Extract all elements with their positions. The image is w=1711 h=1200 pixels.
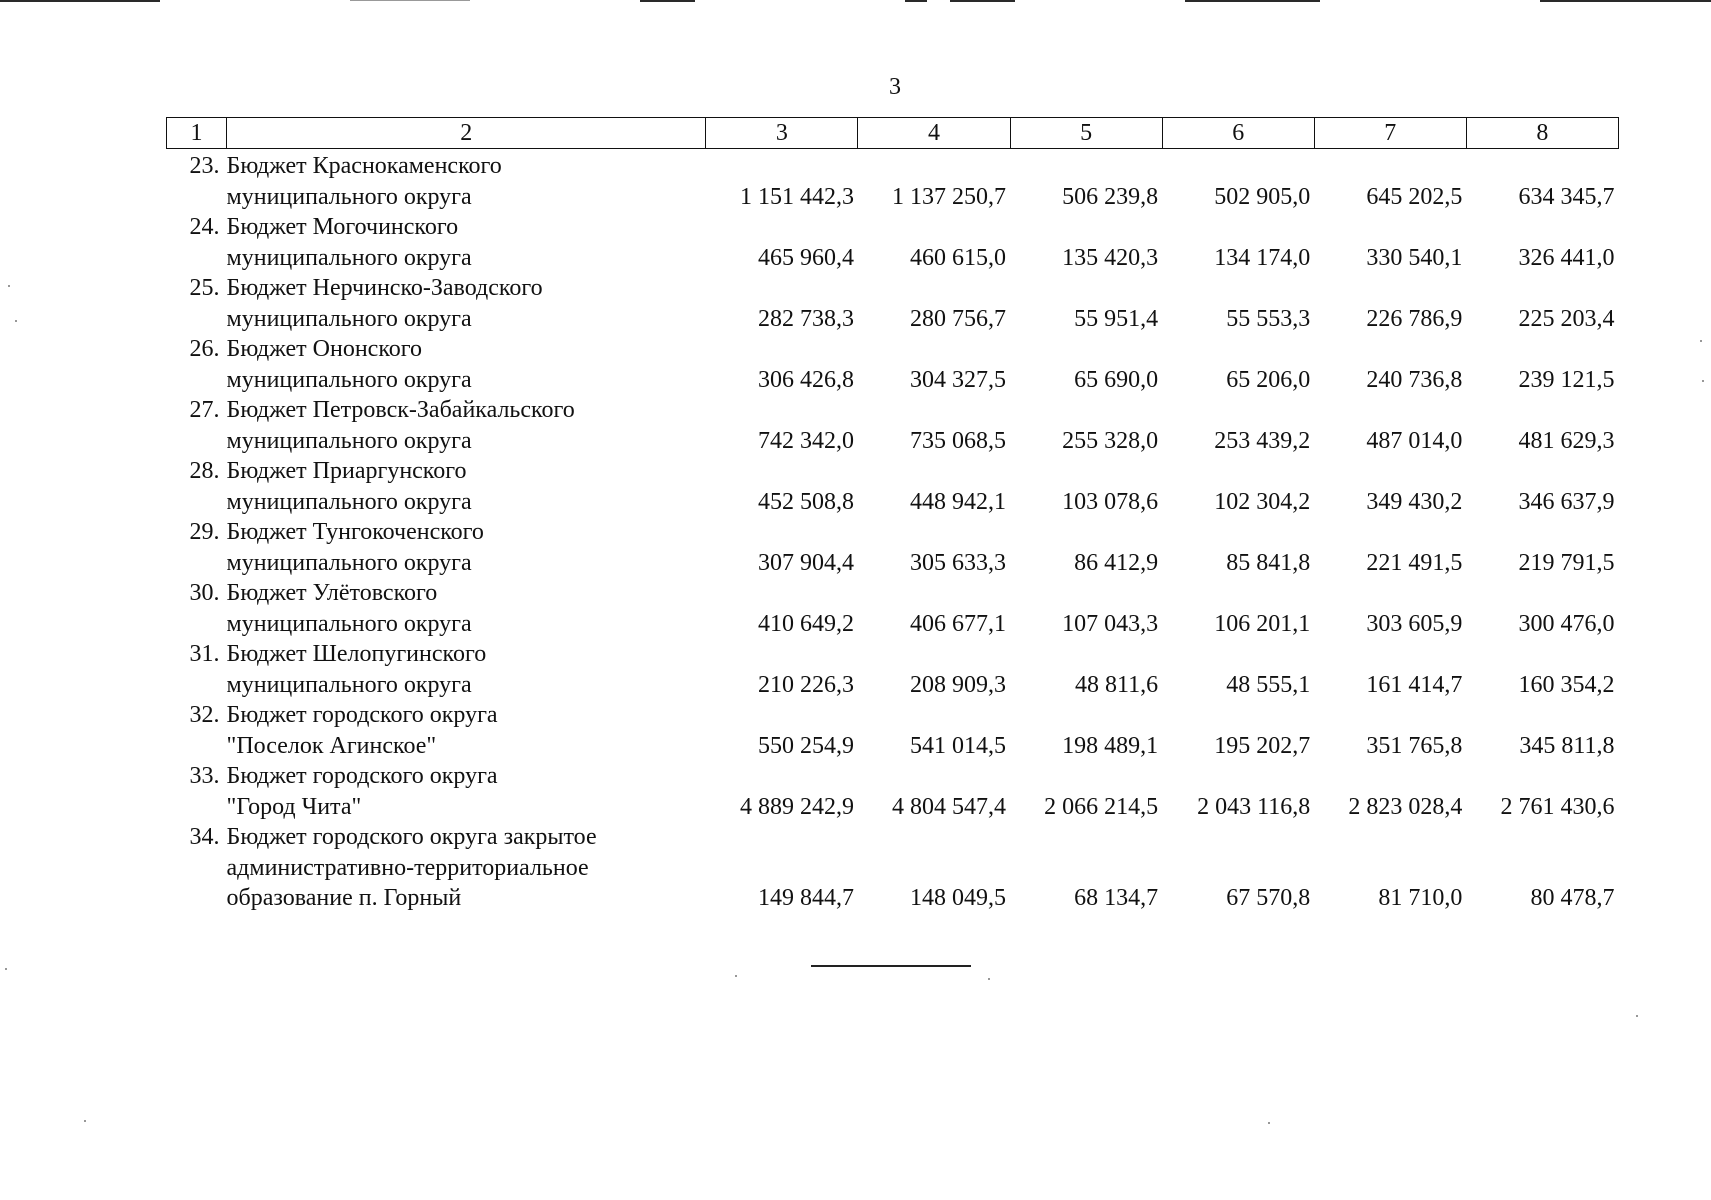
value-cell-col-5: 65 690,0 xyxy=(1074,366,1159,393)
budget-name xyxy=(227,578,706,639)
value-cell-col-4: 305 633,3 xyxy=(910,549,1007,576)
value-cell-col-3: 1 151 442,3 xyxy=(739,183,854,210)
row-number: 32. xyxy=(189,702,220,728)
value-cell-col-3: 452 508,8 xyxy=(757,488,854,515)
scan-speck xyxy=(1268,1122,1270,1124)
value-cell-col-4: 541 014,5 xyxy=(910,732,1007,759)
value-cell-col-7: 330 540,1 xyxy=(1366,244,1463,271)
scan-speck xyxy=(8,285,10,287)
table-body xyxy=(167,149,1619,914)
table-row xyxy=(167,822,1619,914)
value-cell-col-4: 148 049,5 xyxy=(910,885,1007,911)
table-row xyxy=(167,578,1619,639)
budget-name-line: "Город Чита" xyxy=(226,793,362,820)
value-cell-col-4: 406 677,1 xyxy=(910,610,1007,637)
value-cell-col-4: 304 327,5 xyxy=(910,366,1007,393)
value-cell-col-4: 735 068,5 xyxy=(910,427,1007,454)
value-cell-col-5: 198 489,1 xyxy=(1062,732,1159,759)
scan-speck xyxy=(1636,1015,1638,1017)
value-cell-col-3: 306 426,8 xyxy=(757,366,854,393)
value-cell-col-7: 2 823 028,4 xyxy=(1348,793,1463,820)
value-cell-col-6: 134 174,0 xyxy=(1214,244,1311,271)
value-cell-col-5: 135 420,3 xyxy=(1062,244,1159,271)
scan-artifact-line xyxy=(950,0,1015,2)
row-number: 30. xyxy=(189,580,220,606)
value-cell-col-5: 86 412,9 xyxy=(1074,549,1159,576)
column-header: 5 xyxy=(1010,118,1162,149)
value-cell-col-8: 481 629,3 xyxy=(1518,427,1615,454)
value-cell-col-7: 349 430,2 xyxy=(1366,488,1463,515)
value-cell-col-3: 410 649,2 xyxy=(757,610,854,637)
value-cell-col-6: 502 905,0 xyxy=(1214,183,1311,210)
value-cell-col-6: 65 206,0 xyxy=(1226,366,1311,393)
header-row xyxy=(167,118,1619,149)
value-cell-col-3: 282 738,3 xyxy=(757,305,854,332)
value-cell-col-3: 307 904,4 xyxy=(757,549,854,576)
scan-speck xyxy=(15,320,17,322)
budget-name-line: муниципального округа xyxy=(226,183,472,210)
column-header: 3 xyxy=(706,118,858,149)
scan-speck xyxy=(1700,340,1702,342)
budget-name-line: административно-территориальное xyxy=(226,854,589,881)
budget-name xyxy=(227,456,706,517)
row-number: 33. xyxy=(189,763,220,789)
budget-name-line: муниципального округа xyxy=(226,305,472,332)
value-cell-col-8: 2 761 430,6 xyxy=(1500,793,1615,820)
value-cell-col-6: 48 555,1 xyxy=(1226,671,1311,698)
value-cell-col-4: 460 615,0 xyxy=(910,244,1007,271)
row-number: 29. xyxy=(189,519,220,545)
row-number: 28. xyxy=(189,458,220,484)
budget-name-line: муниципального округа xyxy=(226,427,472,454)
budget-name-line: Бюджет Тунгокоченского xyxy=(226,519,484,545)
budget-name-line: муниципального округа xyxy=(226,488,472,515)
value-cell-col-7: 351 765,8 xyxy=(1366,732,1463,759)
value-cell-col-3: 4 889 242,9 xyxy=(739,793,854,820)
table-row xyxy=(167,517,1619,578)
budget-name-line: Бюджет Шелопугинского xyxy=(226,641,487,667)
value-cell-col-7: 161 414,7 xyxy=(1366,671,1463,698)
value-cell-col-6: 195 202,7 xyxy=(1214,732,1311,759)
table-row xyxy=(167,700,1619,761)
value-cell-col-6: 102 304,2 xyxy=(1214,488,1311,515)
value-cell-col-6: 2 043 116,8 xyxy=(1197,793,1311,820)
scan-speck xyxy=(1702,380,1704,382)
value-cell-col-3: 465 960,4 xyxy=(757,244,854,271)
table-row xyxy=(167,456,1619,517)
scan-artifact-line xyxy=(350,0,470,1)
budget-name-line: Бюджет Нерчинско-Заводского xyxy=(226,275,543,301)
scan-speck xyxy=(735,975,737,977)
value-cell-col-4: 4 804 547,4 xyxy=(892,793,1007,820)
value-cell-col-7: 240 736,8 xyxy=(1366,366,1463,393)
budget-name xyxy=(227,273,706,334)
budget-name-line: Бюджет городского округа закрытое xyxy=(226,824,597,850)
value-cell-col-8: 80 478,7 xyxy=(1530,885,1615,911)
budget-table-container xyxy=(166,117,1619,914)
budget-name-line: Бюджет Ононского xyxy=(226,336,422,362)
value-cell-col-8: 219 791,5 xyxy=(1518,549,1615,576)
value-cell-col-6: 85 841,8 xyxy=(1226,549,1311,576)
budget-name-line: Бюджет Петровск-Забайкальского xyxy=(226,397,575,423)
budget-name-line: Бюджет Краснокаменского xyxy=(226,153,502,179)
column-header: 8 xyxy=(1466,118,1618,149)
row-number: 31. xyxy=(189,641,220,667)
budget-name-line: муниципального округа xyxy=(226,244,472,271)
column-header: 7 xyxy=(1314,118,1466,149)
scan-artifact-line xyxy=(1185,0,1320,2)
value-cell-col-3: 550 254,9 xyxy=(757,732,854,759)
value-cell-col-8: 300 476,0 xyxy=(1518,610,1615,637)
table-row xyxy=(167,149,1619,213)
value-cell-col-8: 634 345,7 xyxy=(1518,183,1615,210)
table-row xyxy=(167,212,1619,273)
budget-name-line: "Поселок Агинское" xyxy=(226,732,437,759)
value-cell-col-5: 2 066 214,5 xyxy=(1044,793,1159,820)
value-cell-col-8: 239 121,5 xyxy=(1518,366,1615,393)
value-cell-col-3: 742 342,0 xyxy=(757,427,854,454)
budget-name-line: муниципального округа xyxy=(226,671,472,698)
value-cell-col-4: 280 756,7 xyxy=(910,305,1007,332)
row-number: 23. xyxy=(189,153,220,179)
value-cell-col-4: 448 942,1 xyxy=(910,488,1007,515)
budget-name xyxy=(227,639,706,700)
table-row xyxy=(167,273,1619,334)
row-number: 34. xyxy=(189,824,220,850)
value-cell-col-6: 106 201,1 xyxy=(1214,610,1311,637)
budget-name xyxy=(227,761,706,822)
row-number: 24. xyxy=(189,214,220,240)
value-cell-col-5: 48 811,6 xyxy=(1075,671,1159,698)
table-header xyxy=(167,118,1619,149)
end-of-table-rule xyxy=(811,965,971,967)
value-cell-col-7: 81 710,0 xyxy=(1378,885,1463,911)
column-header: 6 xyxy=(1162,118,1314,149)
budget-name-line: Бюджет Могочинского xyxy=(226,214,459,240)
value-cell-col-8: 326 441,0 xyxy=(1518,244,1615,271)
row-number: 26. xyxy=(189,336,220,362)
value-cell-col-5: 506 239,8 xyxy=(1062,183,1159,210)
column-header: 4 xyxy=(858,118,1010,149)
column-header: 1 xyxy=(167,118,227,149)
value-cell-col-8: 346 637,9 xyxy=(1518,488,1615,515)
value-cell-col-8: 345 811,8 xyxy=(1519,732,1615,759)
budget-table xyxy=(166,117,1619,914)
value-cell-col-7: 645 202,5 xyxy=(1366,183,1463,210)
budget-name-line: образование п. Горный xyxy=(226,885,462,911)
budget-name-line: Бюджет городского округа xyxy=(226,702,498,728)
budget-name-line: Бюджет Улётовского xyxy=(226,580,438,606)
value-cell-col-7: 303 605,9 xyxy=(1366,610,1463,637)
value-cell-col-5: 255 328,0 xyxy=(1062,427,1159,454)
scan-speck xyxy=(988,978,990,980)
value-cell-col-5: 68 134,7 xyxy=(1074,885,1159,911)
budget-name-line: Бюджет Приаргунского xyxy=(226,458,467,484)
value-cell-col-4: 208 909,3 xyxy=(910,671,1007,698)
budget-name-line: Бюджет городского округа xyxy=(226,763,498,789)
budget-name-line: муниципального округа xyxy=(226,366,472,393)
value-cell-col-5: 107 043,3 xyxy=(1062,610,1159,637)
table-row xyxy=(167,395,1619,456)
table-row xyxy=(167,639,1619,700)
budget-name xyxy=(227,700,706,761)
value-cell-col-8: 160 354,2 xyxy=(1518,671,1615,698)
value-cell-col-5: 55 951,4 xyxy=(1074,305,1159,332)
budget-name xyxy=(227,149,706,213)
scan-speck xyxy=(5,968,7,970)
value-cell-col-6: 55 553,3 xyxy=(1226,305,1311,332)
budget-name xyxy=(227,334,706,395)
value-cell-col-3: 149 844,7 xyxy=(757,885,854,911)
budget-name-line: муниципального округа xyxy=(226,549,472,576)
budget-name xyxy=(227,395,706,456)
scan-speck xyxy=(84,1120,86,1122)
value-cell-col-5: 103 078,6 xyxy=(1062,488,1159,515)
value-cell-col-4: 1 137 250,7 xyxy=(892,183,1007,210)
budget-name xyxy=(227,212,706,273)
row-number: 27. xyxy=(189,397,220,423)
page-number: 3 xyxy=(889,74,901,100)
scan-artifact-line xyxy=(0,0,160,2)
value-cell-col-3: 210 226,3 xyxy=(757,671,854,698)
value-cell-col-8: 225 203,4 xyxy=(1518,305,1615,332)
value-cell-col-7: 221 491,5 xyxy=(1366,549,1463,576)
scan-artifact-line xyxy=(1540,0,1711,2)
budget-name xyxy=(227,517,706,578)
value-cell-col-6: 253 439,2 xyxy=(1214,427,1311,454)
scan-artifact-line xyxy=(640,0,695,2)
table-row xyxy=(167,761,1619,822)
value-cell-col-7: 487 014,0 xyxy=(1366,427,1463,454)
row-number: 25. xyxy=(189,275,220,301)
table-row xyxy=(167,334,1619,395)
column-header: 2 xyxy=(227,118,706,149)
scan-artifact-line xyxy=(905,0,927,2)
value-cell-col-7: 226 786,9 xyxy=(1366,305,1463,332)
value-cell-col-6: 67 570,8 xyxy=(1226,885,1311,911)
budget-name xyxy=(227,822,706,914)
budget-name-line: муниципального округа xyxy=(226,610,472,637)
